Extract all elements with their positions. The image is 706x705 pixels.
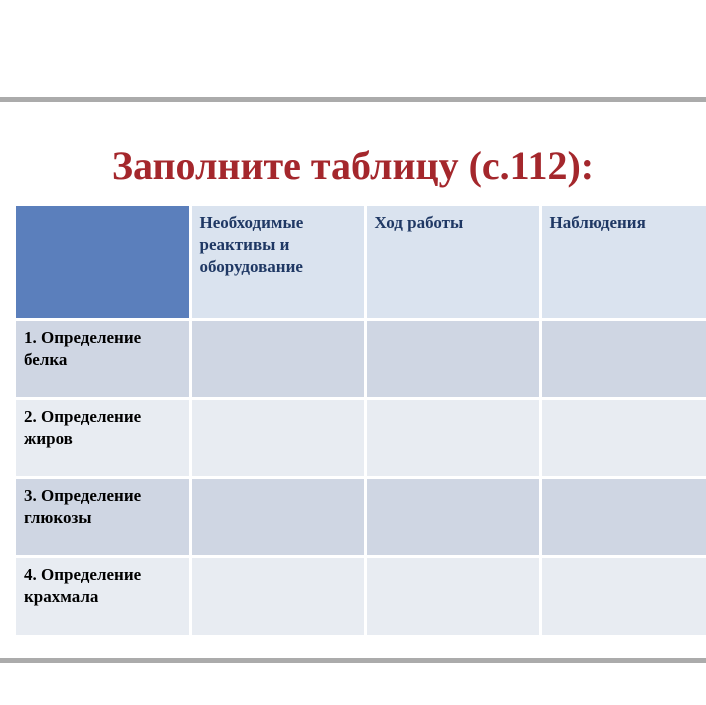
- table-row: [16, 477, 706, 556]
- table-cell: [365, 398, 540, 477]
- header-corner-cell: [16, 206, 190, 319]
- table-cell: [365, 477, 540, 556]
- row-label-protein: 1. Определение белка: [16, 319, 190, 398]
- table-row: [16, 398, 706, 477]
- top-divider: [0, 97, 706, 102]
- row-label-glucose: 3. Определение глюкозы: [16, 477, 190, 556]
- header-procedure: Ход работы: [365, 206, 540, 319]
- table-cell: [365, 319, 540, 398]
- table-cell: [190, 319, 365, 398]
- table-row: [16, 319, 706, 398]
- table-cell: [540, 556, 706, 635]
- table-cell: [190, 398, 365, 477]
- row-label-fats: 2. Определение жиров: [16, 398, 190, 477]
- table-cell: [365, 556, 540, 635]
- assignment-table: [16, 206, 706, 635]
- table-cell: [190, 556, 365, 635]
- table-cell: [540, 398, 706, 477]
- header-reagents: Необходимые реактивы и оборудование: [190, 206, 365, 319]
- table-cell: [540, 477, 706, 556]
- table-header-row: [16, 206, 706, 319]
- slide-title: Заполните таблицу (с.112):: [111, 143, 595, 188]
- header-observations: Наблюдения: [540, 206, 706, 319]
- table-cell: [190, 477, 365, 556]
- bottom-divider: [0, 658, 706, 663]
- table-row: [16, 556, 706, 635]
- row-label-starch: 4. Определение крахмала: [16, 556, 190, 635]
- table-cell: [540, 319, 706, 398]
